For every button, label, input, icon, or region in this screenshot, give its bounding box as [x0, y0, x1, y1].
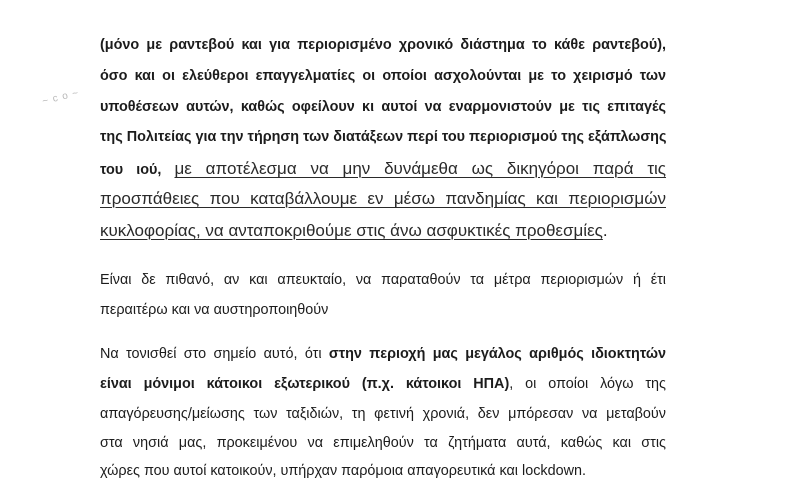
- bold-text: στην περιοχή μας μεγάλος αριθμός ιδιοκτητών: [328, 346, 667, 362]
- paragraph-line: χώρες που αυτοί κατοικούν, υπήρχαν παρόμοια απαγορευτικά και lockdown.: [100, 463, 586, 479]
- paragraph-line: Είναι δε πιθανό, αν και απευκταίο, να παραταθούν τα μέτρα περιορισμών ή έτι: [100, 272, 666, 288]
- normal-text: , οι οποίοι λόγω της: [509, 376, 666, 392]
- paragraph-line-mixed: [100, 158, 666, 181]
- underlined-text: με αποτέλεσμα να μην δυνάμεθα ως δικηγόροι παρά τις: [174, 159, 666, 178]
- period: .: [602, 221, 608, 240]
- paragraph-line: υποθέσεων αυτών, καθώς οφείλουν κι αυτοί να εναρμονιστούν με τις επιταγές: [100, 99, 666, 115]
- paragraph-line: όσο και οι ελεύθεροι επαγγελματίες οι οποίοι ασχολούνται με το χειρισμό των: [100, 68, 666, 84]
- underlined-text: προσπάθειες που καταβάλλουμε εν μέσω πανδημίας και περιορισμών: [100, 189, 666, 208]
- paragraph-line: περαιτέρω και να αυστηροποιηθούν: [100, 302, 329, 318]
- normal-text: Να τονισθεί στο σημείο αυτό, ότι: [100, 346, 329, 362]
- paragraph-line: απαγόρευσης/μείωσης των ταξιδιών, τη φετινή χρονιά, δεν μπόρεσαν να μεταβούν: [100, 406, 666, 422]
- paragraph-line: της Πολιτείας για την τήρηση των διατάξεων περί του περιορισμού της εξάπλωσης: [100, 129, 667, 145]
- margin-stamp-mark: ~ c o ~: [41, 87, 81, 108]
- bold-text: του ιού,: [100, 162, 162, 178]
- paragraph-line: (μόνο με ραντεβού και για περιορισμένο χρονικό διάστημα το κάθε ραντεβού),: [100, 37, 666, 53]
- paragraph-line-mixed: [100, 345, 666, 363]
- underlined-text: κυκλοφορίας, να ανταποκριθούμε στις άνω ασφυκτικές προθεσμίες: [100, 221, 603, 240]
- paragraph-line-mixed: [100, 375, 666, 393]
- paragraph-line: στα νησιά μας, προκειμένου να επιμεληθούν τα ζητήματα αυτά, καθώς και στις: [100, 435, 666, 451]
- bold-text: είναι μόνιμοι κάτοικοι εξωτερικού (π.χ. κάτοικοι ΗΠΑ): [100, 376, 510, 392]
- paragraph-line: [100, 188, 666, 211]
- paragraph-line: [100, 220, 666, 243]
